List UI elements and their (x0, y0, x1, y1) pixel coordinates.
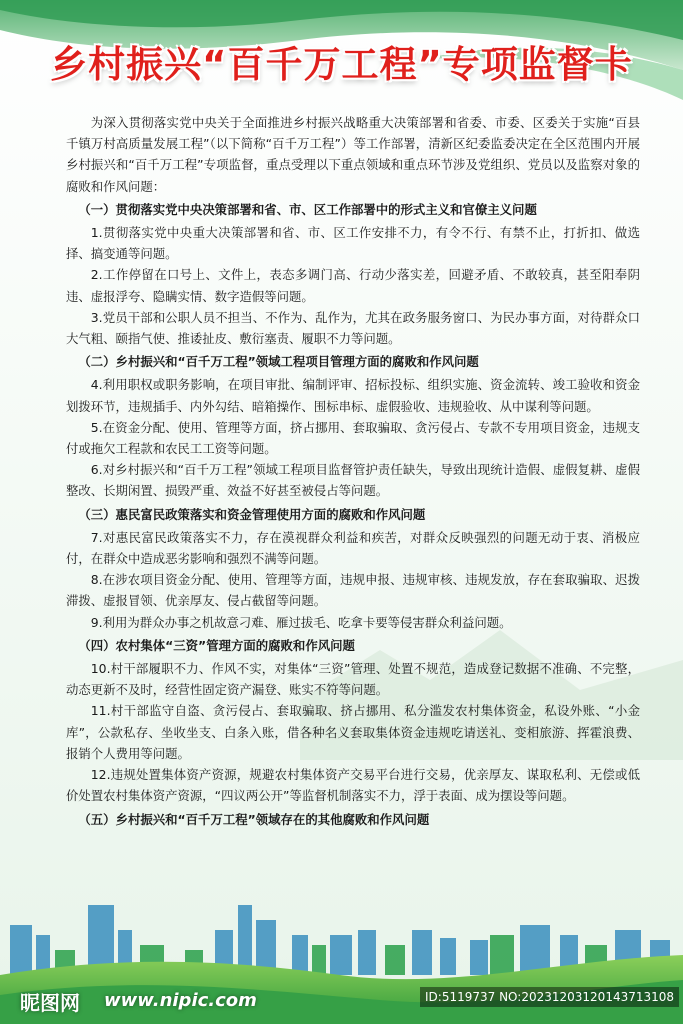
item-12: 12.违规处置集体资产资源，规避农村集体资产交易平台进行交易，优亲厚友、谋取私利、无偿或低价处置农村集体资产资源，“四议两公开”等监督机制落实不力，浮于表面、成为摆设等问题。 (66, 767, 640, 804)
item-5: 5.在资金分配、使用、管理等方面，挤占挪用、套取骗取、贪污侵占、专款不专用项目资金，违规支付或拖欠工程款和农民工工资等问题。 (66, 419, 640, 457)
document-body (66, 112, 640, 832)
section-heading-1: （一）贯彻落实党中央决策部署和省、市、区工作部署中的形式主义和官僚主义问题 (78, 201, 537, 217)
watermark-logo: 昵图网 (20, 991, 80, 1015)
watermark-url: www.nipic.com (104, 990, 257, 1011)
item-6: 6.对乡村振兴和“百千万工程”领域工程项目监督管护责任缺失，导致出现统计造假、虚假复耕、虚假整改、长期闲置、损毁严重、效益不好甚至被侵占等问题。 (66, 462, 640, 499)
section-heading-3: （三）惠民富民政策落实和资金管理使用方面的腐败和作风问题 (78, 506, 426, 522)
item-11: 11.村干部监守自盗、贪污侵占、套取骗取、挤占挪用、私分滥发农村集体资金，私设外账、“小金库”，公款私存、坐收坐支、白条入账，借各种名义套取集体资金违规吃请送礼、变相旅游、挥霍浪费、报销个人费用等问题。 (66, 703, 640, 761)
intro-paragraph: 为深入贯彻落实党中央关于全面推进乡村振兴战略重大决策部署和省委、市委、区委关于实施“百县千镇万村高质量发展工程”（以下简称“百千万工程”）等工作部署，清新区纪委监委决定在全区范围内开展乡村振兴和“百千万工程”专项监督，重点受理以下重点领域和重点环节涉及党组织、党员以及监察对象的腐败和作风问题： (66, 115, 640, 194)
section-heading-4: （四）农村集体“三资”管理方面的腐败和作风问题 (78, 637, 355, 653)
page-title: 乡村振兴“百千万工程”专项监督卡 (50, 43, 633, 86)
section-heading-2: （二）乡村振兴和“百千万工程”领域工程项目管理方面的腐败和作风问题 (78, 354, 479, 370)
item-2: 2.工作停留在口号上、文件上，表态多调门高、行动少落实差，回避矛盾、不敢较真，甚至阳奉阴违、虚报浮夸、隐瞒实情、数字造假等问题。 (66, 267, 640, 304)
item-7: 7.对惠民富民政策落实不力，存在漠视群众利益和疾苦，对群众反映强烈的问题无动于衷、消极应付，在群众中造成恶劣影响和强烈不满等问题。 (66, 529, 640, 567)
watermark-id: ID:5119737 NO:20231203120143713108 (420, 987, 679, 1007)
item-4: 4.利用职权或职务影响，在项目审批、编制评审、招标投标、组织实施、资金流转、竣工验收和资金划拨环节，违规插手、内外勾结、暗箱操作、围标串标、虚假验收、违规验收、从中谋利等问题。 (66, 377, 640, 414)
item-8: 8.在涉农项目资金分配、使用、管理等方面，违规申报、违规审核、违规发放，存在套取骗取、迟拨滞拨、虚报冒领、优亲厚友、侵占截留等问题。 (66, 572, 640, 609)
item-10: 10.村干部履职不力、作风不实，对集体“三资”管理、处置不规范，造成登记数据不准确、不完整，动态更新不及时，经营性固定资产漏登、账实不符等问题。 (66, 661, 640, 698)
item-3: 3.党员干部和公职人员不担当、不作为、乱作为，尤其在政务服务窗口、为民办事方面，对待群众口大气粗、颐指气使、推诿扯皮、敷衍塞责、履职不力等问题。 (66, 309, 640, 347)
item-1: 1.贯彻落实党中央重大决策部署和省、市、区工作安排不力，有令不行、有禁不止，打折扣、做选择、搞变通等问题。 (66, 225, 640, 262)
section-heading-5: （五）乡村振兴和“百千万工程”领域存在的其他腐败和作风问题 (78, 811, 430, 827)
item-9: 9.利用为群众办事之机故意刁难、雁过拔毛、吃拿卡要等侵害群众利益问题。 (90, 614, 512, 630)
